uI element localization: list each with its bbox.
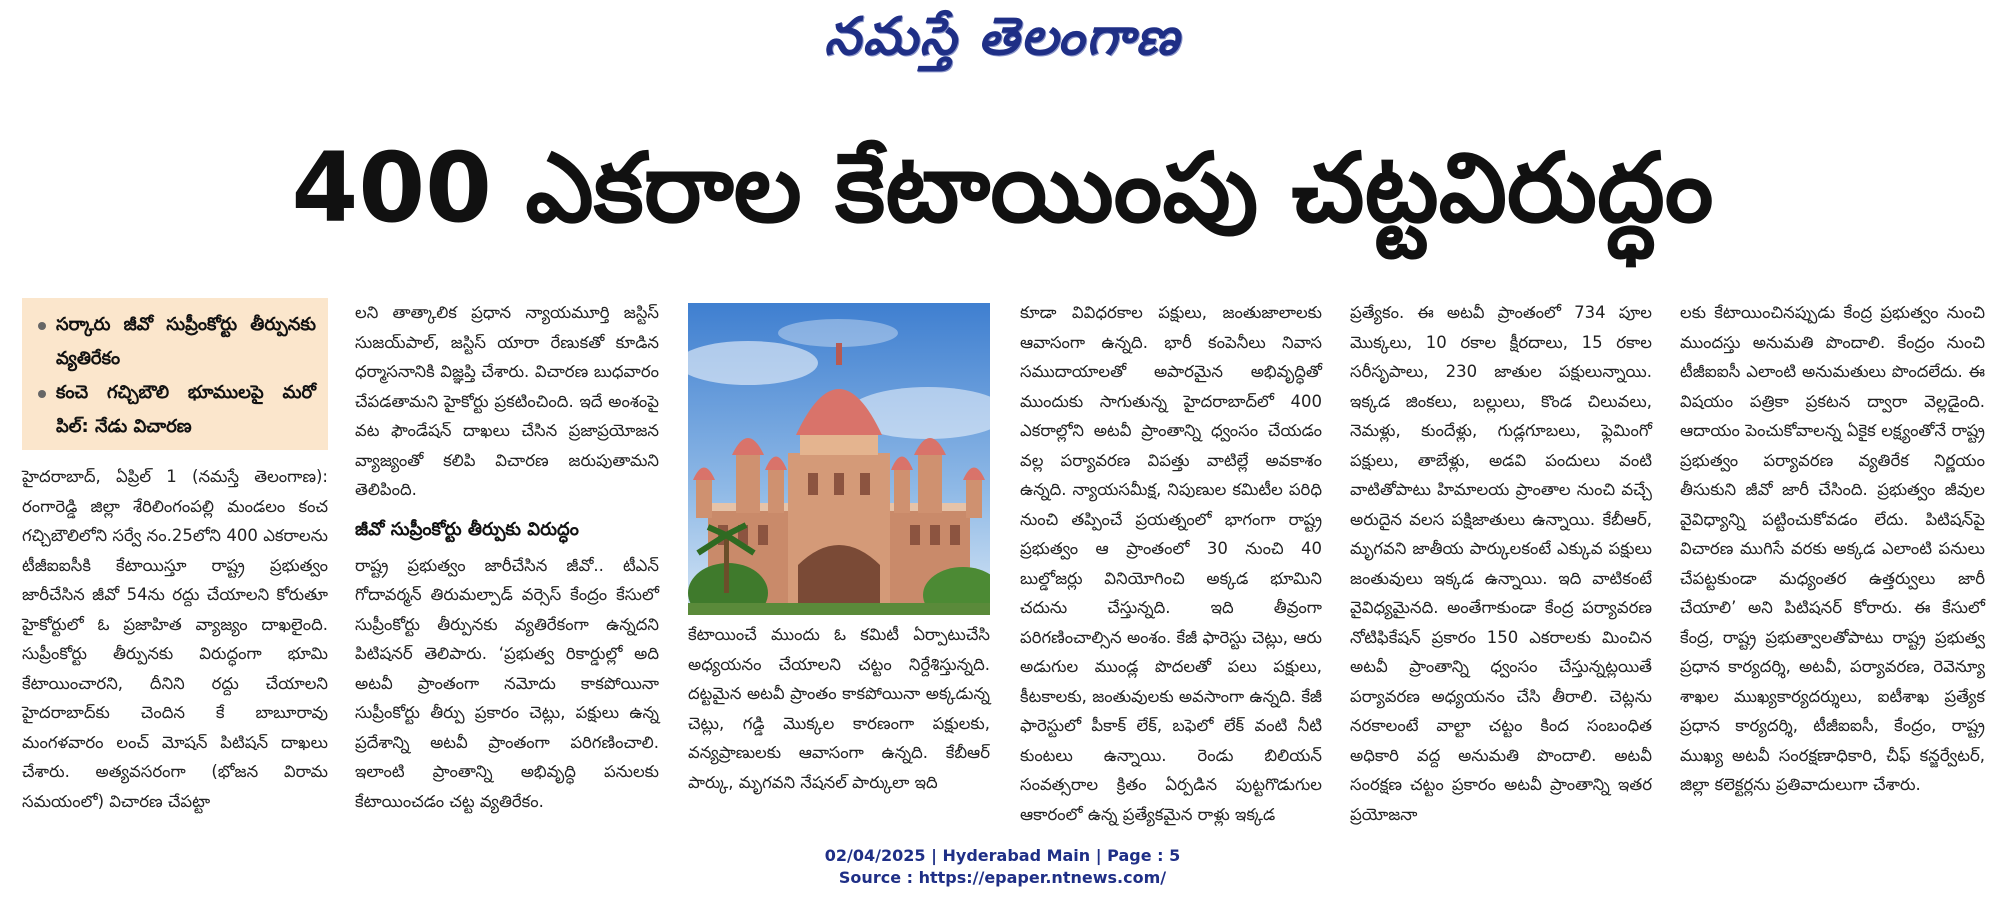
column-6 — [1680, 298, 1985, 800]
page-footer — [0, 845, 2005, 889]
article-text-col2a: లని తాత్కాలిక ప్రధాన న్యాయమూర్తి జస్టిస్ సుజయ్‌పాల్, జస్టిస్ యారా రేణుకతో కూడిన ధర్మాసనానికి విజ్ఞప్తి చేశారు. విచారణ బుధవారం చేపడతామని హైకోర్టు ప్రకటించింది. ఇదే అంశంపై వట ఫౌండేషన్ దాఖలు చేసిన ప్రజాప్రయోజన వ్యాజ్యంతో కలిపి విచారణ జరుపుతామని తెలిపింది. — [355, 303, 659, 499]
high-court-photo — [688, 303, 990, 615]
article-text-col2b: రాష్ట్ర ప్రభుత్వం జారీచేసిన జీవో.. టీఎన్ గోదావర్మన్ తిరుమల్పాడ్ వర్సెస్ కేంద్రం కేసులో సుప్రీంకోర్టు తీర్పునకు వ్యతిరేకంగా ఉన్నదని పిటిషనర్ తెలిపారు. ‘ప్రభుత్వ రికార్డుల్లో అది అటవీ ప్రాంతంగా నమోదు కాకపోయినా సుప్రీంకోర్టు తీర్పు ప్రకారం చెట్లు, పక్షులు ఉన్న ప్రదేశాన్ని అటవీ ప్రాంతంగా పరిగణించాలి. ఇలాంటి ప్రాంతాన్ని అభివృద్ధి పనులకు కేటాయించడం చట్ట వ్యతిరేకం. — [355, 555, 659, 811]
article-text-col6: లకు కేటాయించినప్పుడు కేంద్ర ప్రభుత్వం నుంచి ముందస్తు అనుమతి పొందాలి. కేంద్రం నుంచి టీజీఐఐసీ ఎలాంటి అనుమతులు పొందలేదు. ఈ విషయం పత్రికా ప్రకటన ద్వారా వెల్లడైంది. ఆదాయం పెంచుకోవాలన్న ఏకైక లక్ష్యంతోనే రాష్ట్ర ప్రభుత్వం పర్యావరణ వ్యతిరేక నిర్ణయం తీసుకుని జీవో జారీ చేసింది. ప్రభుత్వం జీవుల వైవిధ్యాన్ని పట్టించుకోవడం లేదు. పిటిషన్‌పై విచారణ ముగిసే వరకు అక్కడ ఎలాంటి పనులు చేపట్టకుండా మధ్యంతర ఉత్తర్వులు జారీ చేయాలి’ అని పిటిషనర్ కోరారు. ఈ కేసులో కేంద్ర, రాష్ట్ర ప్రభుత్వాలతోపాటు రాష్ట్ర ప్రభుత్వ ప్రధాన కార్యదర్శి, అటవీ, పర్యావరణ, రెవెన్యూ శాఖల ముఖ్యకార్యదర్శులు, ఐటీశాఖ ప్రత్యేక ప్రధాన కార్యదర్శి, టీజీఐఐసీ, కేంద్రం, రాష్ట్ర ముఖ్య అటవీ సంరక్షణాధికారి, చీఫ్ కన్జర్వేటర్, జిల్లా కలెక్టర్లను ప్రతివాదులుగా చేశారు. — [1680, 303, 1985, 794]
article-text-col4: కూడా వివిధరకాల పక్షులు, జంతుజాలాలకు ఆవాసంగా ఉన్నది. భారీ కంపెనీలు నివాస సముదాయాలతో అపారమైన అభివృద్ధితో ముందుకు సాగుతున్న హైదరాబాద్‌లో 400 ఎకరాల్లోని అటవీ ప్రాంతాన్ని ధ్వంసం చేయడం వల్ల పర్యావరణ విపత్తు వాటిల్లే అవకాశం ఉన్నది. న్యాయసమీక్ష, నిపుణుల కమిటీల పరిధి నుంచి తప్పించే ప్రయత్నంలో భాగంగా రాష్ట్ర ప్రభుత్వం ఆ ప్రాంతంలో 30 నుంచి 40 బుల్డోజర్లు వినియోగించి అక్కడ భూమిని చదును చేస్తున్నది. ఇది తీవ్రంగా పరిగణించాల్సిన అంశం. కేజీ ఫారెస్టు చెట్లు, ఆరు అడుగుల ముండ్ల పొదలతో పలు పక్షులు, కీటకాలకు, జంతువులకు అవసాంగా ఉన్నది. కేజీ ఫారెస్టులో పీకాక్ లేక్, బఫెలో లేక్ వంటి నీటి కుంటలు ఉన్నాయి. రెండు బిలియన్ సంవత్సరాల క్రితం ఏర్పడిన పుట్టగొడుగుల ఆకారంలో ఉన్న ప్రత్యేకమైన రాళ్లు ఇక్కడ — [1020, 303, 1322, 824]
footer-edition-info: 02/04/2025 | Hyderabad Main | Page : 5 — [824, 846, 1181, 865]
article-text-col3: కేటాయించే ముందు ఓ కమిటీ ఏర్పాటుచేసి అధ్యయనం చేయాలని చట్టం నిర్దేశిస్తున్నది. దట్టమైన అటవీ ప్రాంతం కాకపోయినా అక్కడున్న చెట్లు, గడ్డి మొక్కల కారణంగా పక్షులకు, వన్యప్రాణులకు ఆవాసంగా ఉన్నది. కేబీఆర్ పార్కు, మృగవని నేషనల్ పార్కులా ఇది — [688, 625, 990, 792]
highlights-box — [22, 298, 328, 450]
column-5 — [1350, 298, 1652, 829]
masthead-logo: నమస్తే తెలంగాణ — [824, 6, 1181, 67]
column-2 — [355, 298, 659, 816]
highlight-item-2: కంచె గచ్చిబౌలి భూములపై మరో పిల్: నేడు విచారణ — [36, 376, 316, 444]
footer-source-link[interactable]: Source : https://epaper.ntnews.com/ — [838, 868, 1167, 887]
article-subhead: జీవో సుప్రీంకోర్టు తీర్పుకు విరుద్ధం — [355, 518, 579, 540]
column-4 — [1020, 298, 1322, 829]
article-text-col1: హైదరాబాద్, ఏప్రిల్ 1 (నమస్తే తెలంగాణ): రంగారెడ్డి జిల్లా శేరిలింగంపల్లి మండలం కంచ గచ్చిబౌలిలోని సర్వే నం.25లోని 400 ఎకరాలను టీజీఐఐసీకి కేటాయిస్తూ రాష్ట్ర ప్రభుత్వం జారీచేసిన జీవో 54ను రద్దు చేయాలని కోరుతూ హైకోర్టులో ఓ ప్రజాహిత వ్యాజ్యం దాఖలైంది. సుప్రీంకోర్టు తీర్పునకు విరుద్ధంగా భూమి కేటాయించారని, దీనిని రద్దు చేయాలని హైదరాబాద్‌కు చెందిన కే బాబూరావు మంగళవారం లంచ్ మోషన్ పిటిషన్ దాఖలు చేశారు. అత్యవసరంగా (భోజన విరామ సమయంలో) విచారణ చేపట్టా — [22, 467, 328, 811]
column-1 — [22, 298, 328, 816]
article-text-col5: ప్రత్యేకం. ఈ అటవీ ప్రాంతంలో 734 పూల మొక్కలు, 10 రకాల క్షీరదాలు, 15 రకాల సరీసృపాలు, 230 జాతుల పక్షులున్నాయి. ఇక్కడ జింకలు, బల్లులు, కొండ చిలువలు, నెమళ్లు, కుందేళ్లు, గుడ్లగూబలు, ఫ్లెమింగో పక్షులు, తాబేళ్లు, అడవి పందులు వంటి వాటితోపాటు హిమాలయ ప్రాంతాల నుంచి వచ్చే అరుదైన వలస పక్షిజాతులు ఉన్నాయి. కేబీఆర్, మృగవని జాతీయ పార్కులకంటే ఎక్కువ పక్షులు జంతువులు ఇక్కడ ఉన్నాయి. ఇది వాటికంటే వైవిధ్యమైనది. అంతేగాకుండా కేంద్ర పర్యావరణ నోటిఫికేషన్ ప్రకారం 150 ఎకరాలకు మించిన అటవీ ప్రాంతాన్ని ధ్వంసం చేస్తున్నట్లయితే పర్యావరణ అధ్యయనం చేసి తీరాలి. చెట్లను నరకాలంటే వాల్టా చట్టం కింద సంబంధిత అధికారి వద్ద అనుమతి పొందాలి. అటవీ సంరక్షణ చట్టం ప్రకారం అటవీ ప్రాంతాన్ని ఇతర ప్రయోజనా — [1350, 303, 1652, 824]
page-headline: 400 ఎకరాల కేటాయింపు చట్టవిరుద్ధం — [291, 132, 1714, 244]
column-3 — [688, 620, 990, 797]
highlight-item-1: సర్కారు జీవో సుప్రీంకోర్టు తీర్పునకు వ్యతిరేకం — [36, 308, 316, 376]
